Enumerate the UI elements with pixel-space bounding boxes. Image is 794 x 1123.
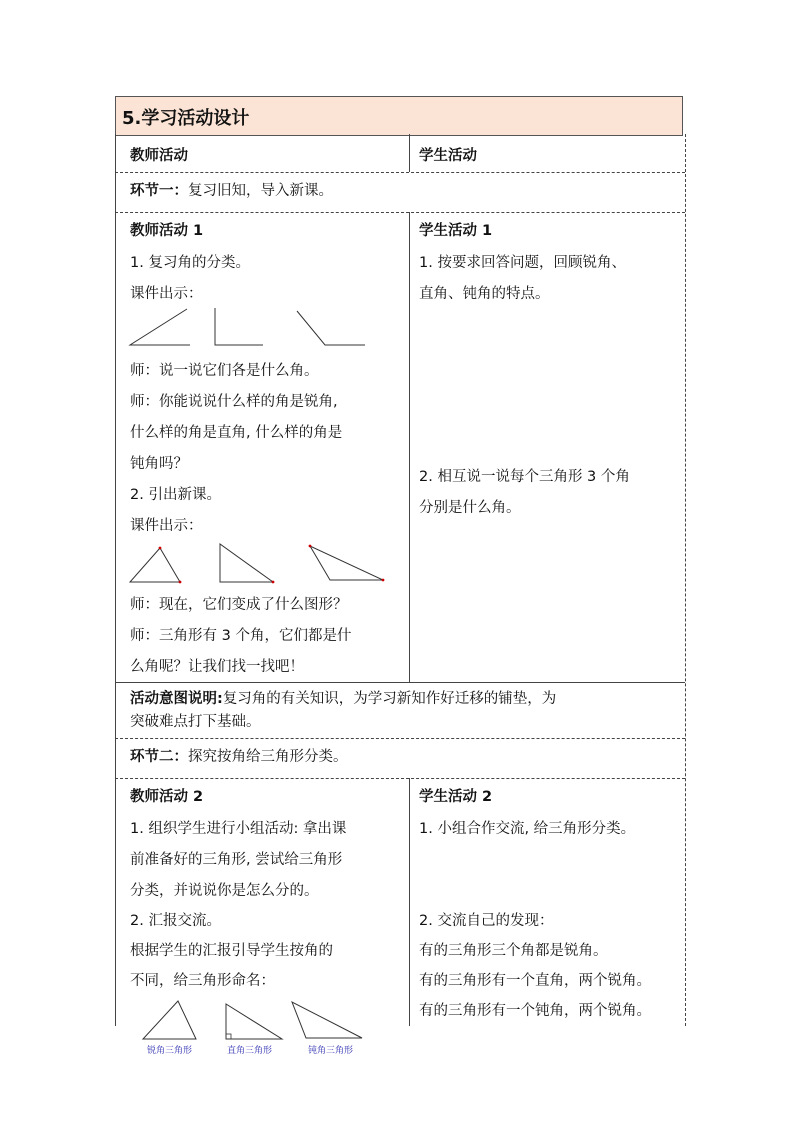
teacher-activity-header: 教师活动	[130, 148, 188, 164]
student-activity-1-line: 1. 按要求回答问题，回顾锐角、	[419, 255, 626, 271]
teacher-activity-1-line: 师：说一说它们各是什么角。	[130, 363, 319, 379]
teacher-activity-1-line: 1. 复习角的分类。	[130, 255, 250, 271]
student-activity-1-line: 分别是什么角。	[419, 500, 521, 516]
column-divider	[409, 134, 410, 172]
teacher-activity-2-line: 前准备好的三角形, 尝试给三角形	[130, 852, 343, 868]
row-divider	[115, 172, 685, 173]
student-activity-2-title: 学生活动 2	[419, 789, 493, 805]
teacher-activity-1-line: 么角呢？让我们找一找吧！	[130, 659, 304, 675]
section-title-bar	[115, 96, 683, 136]
named-triangle-figures	[140, 998, 370, 1042]
teacher-activity-1-line: 师：现在，它们变成了什么图形？	[130, 597, 348, 613]
obtuse-triangle-caption: 钝角三角形	[308, 1046, 354, 1056]
row-divider	[115, 738, 685, 739]
teacher-activity-1-line: 2. 引出新课。	[130, 487, 221, 503]
activity-intent-text: 复习角的有关知识，为学习新知作好迁移的铺垫，为	[222, 691, 557, 707]
acute-triangle	[143, 1001, 196, 1039]
right-triangle	[226, 1004, 282, 1039]
student-activity-1-line: 2. 相互说一说每个三角形 3 个角	[419, 469, 630, 485]
activity-intent-text-2: 突破难点打下基础。	[130, 714, 261, 730]
student-activity-2-line: 2. 交流自己的发现：	[419, 913, 554, 929]
teacher-activity-1-line: 师：你能说说什么样的角是锐角,	[130, 394, 338, 410]
row-divider	[115, 212, 685, 213]
triangle-figures	[125, 540, 390, 588]
stage-2	[130, 742, 348, 773]
section-title: 5.学习活动设计	[122, 108, 250, 129]
teacher-activity-1-title: 教师活动 1	[130, 223, 204, 239]
student-activity-2-line: 有的三角形三个角都是锐角。	[419, 943, 608, 959]
angle-figures	[125, 305, 375, 350]
obtuse-angle	[297, 311, 365, 345]
column-divider	[409, 212, 410, 682]
table-left-border	[115, 134, 116, 1026]
teacher-activity-2-line: 根据学生的汇报引导学生按角的	[130, 943, 333, 959]
student-activity-2-line: 有的三角形有一个钝角，两个锐角。	[419, 1003, 651, 1019]
student-activity-2-line: 1. 小组合作交流, 给三角形分类。	[419, 821, 636, 837]
stage-2-text: 探究按角给三角形分类。	[188, 749, 348, 765]
right-triangle	[220, 544, 273, 582]
stage-1-text: 复习旧知，导入新课。	[188, 183, 333, 199]
teacher-activity-2-line: 2. 汇报交流。	[130, 913, 221, 929]
teacher-activity-1-line: 钝角吗？	[130, 456, 188, 472]
right-triangle-caption: 直角三角形	[227, 1046, 273, 1056]
acute-triangle	[130, 548, 180, 582]
teacher-activity-1-line: 课件出示：	[130, 518, 203, 534]
activity-intent-label: 活动意图说明:	[130, 691, 223, 707]
column-divider	[409, 778, 410, 1026]
teacher-activity-2-line: 不同，给三角形命名：	[130, 973, 275, 989]
student-activity-1-line: 直角、钝角的特点。	[419, 286, 550, 302]
teacher-activity-1-line: 什么样的角是直角, 什么样的角是	[130, 425, 343, 441]
stage-1	[130, 176, 333, 207]
stage-2-label: 环节二：	[130, 749, 188, 765]
teacher-activity-1-line: 师：三角形有 3 个角，它们都是什	[130, 628, 352, 644]
stage-1-label: 环节一：	[130, 183, 188, 199]
teacher-activity-2-line: 1. 组织学生进行小组活动: 拿出课	[130, 821, 347, 837]
student-activity-1-title: 学生活动 1	[419, 223, 493, 239]
obtuse-triangle	[310, 546, 383, 580]
right-angle	[215, 308, 263, 345]
row-divider	[115, 778, 685, 779]
table-right-border	[685, 134, 686, 1026]
teacher-activity-2-title: 教师活动 2	[130, 789, 204, 805]
acute-angle	[130, 309, 190, 345]
obtuse-triangle	[292, 1002, 362, 1038]
teacher-activity-2-line: 分类，并说说你是怎么分的。	[130, 883, 319, 899]
student-activity-header: 学生活动	[419, 148, 477, 164]
student-activity-2-line: 有的三角形有一个直角，两个锐角。	[419, 973, 651, 989]
acute-triangle-caption: 锐角三角形	[147, 1046, 193, 1056]
teacher-activity-1-line: 课件出示：	[130, 286, 203, 302]
